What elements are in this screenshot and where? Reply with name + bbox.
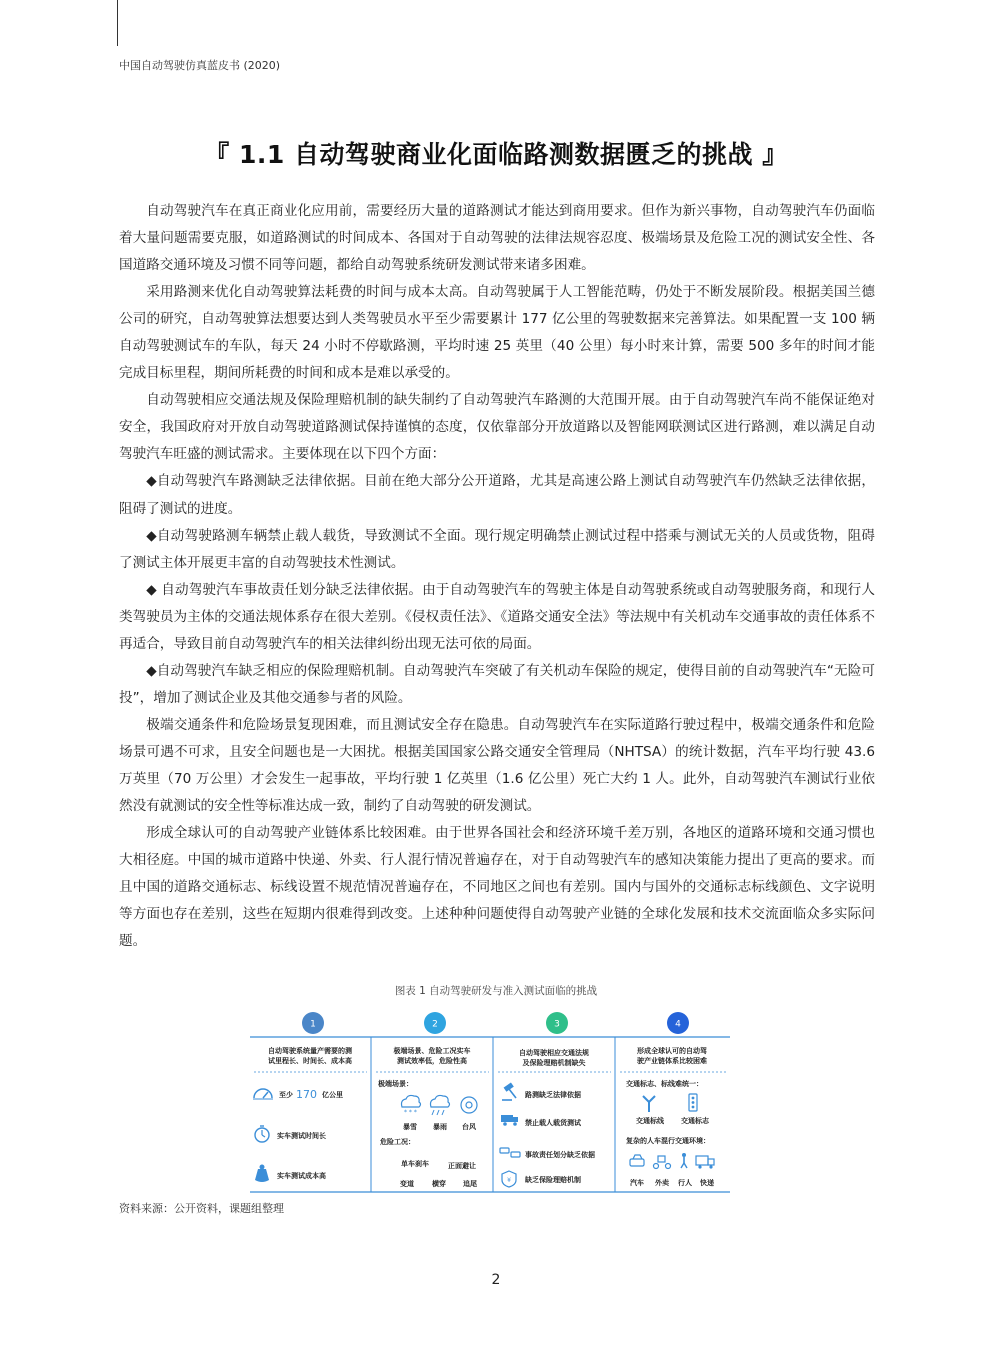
item-text: 禁止载人载货测试 (525, 1119, 581, 1127)
mixed-item: 汽车 (630, 1179, 644, 1187)
paragraph: 自动驾驶相应交通法规及保险理赔机制的缺失制约了自动驾驶汽车路测的大范围开展。由于自动驾驶汽车尚不能保证绝对安全，我国政府对开放自动驾驶道路测试保持谨慎的态度，仅依靠部分开放道路以及智能网联测试区进行路测，难以满足自动驾驶汽车旺盛的测试需求。主要体现在以下四个方面： (119, 392, 875, 463)
speedometer-icon (253, 1089, 273, 1099)
sign-item: 交通标志 (681, 1117, 709, 1125)
step-number: 3 (554, 1019, 560, 1030)
extreme-label: 极端场景： (378, 1080, 413, 1088)
gavel-icon (502, 1082, 516, 1100)
item-text: 实车测试成本高 (277, 1172, 326, 1180)
condition-label: 变道 (400, 1180, 414, 1188)
step-number: 2 (432, 1019, 438, 1030)
item-text: 事故责任划分缺乏依据 (525, 1151, 595, 1159)
condition-label: 横穿 (432, 1180, 446, 1188)
column-heading: 驶产业链体系比较困难 (637, 1057, 707, 1065)
stopwatch-icon (255, 1126, 269, 1142)
column-heading: 及保险理赔机制缺失 (522, 1059, 586, 1067)
money-bag-icon (255, 1165, 269, 1183)
condition-label: 正面避让 (448, 1162, 476, 1170)
mixed-label: 复杂的人车混行交通环境： (626, 1137, 710, 1145)
scenario-label: 台风 (462, 1123, 476, 1131)
paragraph: 自动驾驶汽车在真正商业化应用前，需要经历大量的道路测试才能达到商用要求。但作为新兴事物，自动驾驶汽车仍面临着大量问题需要克服，如道路测试的时间成本、各国对于自动驾驶的法律法规容忍度、极端场景及危险工况的测试安全性、各国道路交通环境及习惯不同等问题，都给自动驾驶系统研发测试带来诸多困难。 (119, 203, 875, 274)
challenge-figure (250, 1010, 730, 1195)
mileage-prefix: 至少 (279, 1091, 293, 1099)
scenario-label: 暴雨 (433, 1123, 447, 1131)
collision-icon (500, 1148, 520, 1157)
traffic-light-icon (689, 1094, 697, 1111)
typhoon-icon (461, 1097, 477, 1113)
column-heading: 形成全球认可的自动驾 (637, 1047, 707, 1055)
scenario-label: 暴雪 (403, 1123, 417, 1131)
paragraph: 极端交通条件和危险场景复现困难，而且测试安全存在隐患。自动驾驶汽车在实际道路行驶过程中，极端交通条件和危险场景可遇不可求，且安全问题也是一大困扰。根据美国国家公路交通安全管理局（NHTSA）的统计数据，汽车平均行驶 43.6 万英里（70 万公里）才会发生一起事故，平均行驶 1 亿英里（1.6 亿公里）死亡大约 1 人。此外，自动驾驶汽车测试行业依然没有就测试的安全性等标准达成一致，制约了自动驾驶的研发测试。 (119, 716, 875, 815)
mixed-item: 外卖 (655, 1179, 669, 1187)
bullet-paragraph: ◆自动驾驶汽车路测缺乏法律依据。目前在绝大部分公开道路，尤其是高速公路上测试自动驾驶汽车仍然缺乏法律依据，阻碍了测试的进度。 (119, 473, 875, 517)
car-icon (630, 1155, 644, 1166)
condition-label: 追尾 (463, 1180, 477, 1188)
delivery-truck-icon (696, 1156, 714, 1169)
danger-label: 危险工况： (380, 1138, 415, 1146)
truck-icon (501, 1115, 518, 1126)
mixed-item: 行人 (678, 1179, 692, 1187)
column-heading: 自动驾驶相应交通法规 (519, 1049, 589, 1057)
figure-caption: 图表 1 自动驾驶研发与准入测试面临的挑战 (394, 985, 598, 997)
step-number: 1 (310, 1019, 316, 1030)
mileage-unit: 亿公里 (322, 1091, 343, 1099)
header-rule (117, 0, 118, 46)
pedestrian-icon (681, 1153, 687, 1168)
running-head: 中国自动驾驶仿真蓝皮书 (2020) (119, 59, 281, 72)
sign-item: 交通标线 (636, 1117, 664, 1125)
column-heading: 测试效率低，危险性高 (397, 1057, 467, 1065)
bullet-paragraph: ◆ 自动驾驶汽车事故责任划分缺乏法律依据。由于自动驾驶汽车的驾驶主体是自动驾驶系统或自动驾驶服务商，和现行人类驾驶员为主体的交通法规体系存在很大差别。《侵权责任法》、《道路交通安全法》等法规中有关机动车交通事故的责任体系不再适合，导致目前自动驾驶汽车的相关法律纠纷出现无法可依的局面。 (119, 581, 875, 652)
paragraph: 采用路测来优化自动驾驶算法耗费的时间与成本太高。自动驾驶属于人工智能范畴，仍处于不断发展阶段。根据美国兰德公司的研究，自动驾驶算法想要达到人类驾驶员水平至少需要累计 177 亿公里的驾驶数据来完善算法。如果配置一支 100 辆自动驾驶测试车的车队，每天 24 小时不停歇路测，平均时速 25 英里（40 公里）每小时来计算，需要 500 多年的时间才能完成目标里程，期间所耗费的时间和成本是难以承受的。 (119, 284, 875, 382)
mileage-value: 170 (296, 1088, 317, 1101)
bullet-paragraph: ◆自动驾驶汽车缺乏相应的保险理赔机制。自动驾驶汽车突破了有关机动车保险的规定，使得目前的自动驾驶汽车“无险可投”，增加了测试企业及其他交通参与者的风险。 (119, 662, 875, 706)
body-text (119, 198, 875, 955)
svg-text:¥: ¥ (507, 1177, 511, 1184)
page-number: 2 (491, 1272, 501, 1288)
lane-marking-icon (643, 1096, 655, 1112)
shield-icon (502, 1171, 516, 1187)
item-text: 实车测试时间长 (277, 1132, 326, 1140)
paragraph: 形成全球认可的自动驾驶产业链体系比较困难。由于世界各国社会和经济环境千差万别，各地区的道路环境和交通习惯也大相径庭。中国的城市道路中快递、外卖、行人混行情况普遍存在，对于自动驾驶汽车的感知决策能力提出了更高的要求。而且中国的道路交通标志、标线设置不规范情况普遍存在，不同地区之间也有差别。国内与国外的交通标志标线颜色、文字说明等方面也存在差别，这些在短期内很难得到改变。上述种种问题使得自动驾驶产业链的全球化发展和技术交流面临众多实际问题。 (119, 825, 875, 950)
bullet-paragraph: ◆自动驾驶路测车辆禁止载人载货，导致测试不全面。现行规定明确禁止测试过程中搭乘与测试无关的人员或货物，阻碍了测试主体开展更丰富的自动驾驶技术性测试。 (119, 527, 875, 571)
column-heading: 试里程长、时间长、成本高 (268, 1057, 352, 1065)
svg-text:* * *: * * * (404, 1109, 417, 1116)
step-number: 4 (675, 1019, 681, 1030)
snowstorm-icon (402, 1095, 421, 1116)
scooter-icon (654, 1156, 671, 1169)
column-heading: 自动驾驶系统量产需要的测 (268, 1047, 352, 1055)
item-text: 缺乏保险理赔机制 (525, 1176, 581, 1184)
sign-label: 交通标志、标线难统一： (626, 1080, 703, 1088)
figure-source: 资料来源：公开资料，课题组整理 (119, 1202, 284, 1215)
condition-label: 单车刹车 (401, 1160, 429, 1168)
item-text: 路测缺乏法律依据 (525, 1091, 581, 1099)
column-heading: 极端场景、危险工况实车 (393, 1047, 471, 1055)
rainstorm-icon (431, 1095, 450, 1115)
section-title: 『 1.1 自动驾驶商业化面临路测数据匮乏的挑战 』 (204, 140, 788, 169)
mixed-item: 快递 (700, 1179, 714, 1187)
